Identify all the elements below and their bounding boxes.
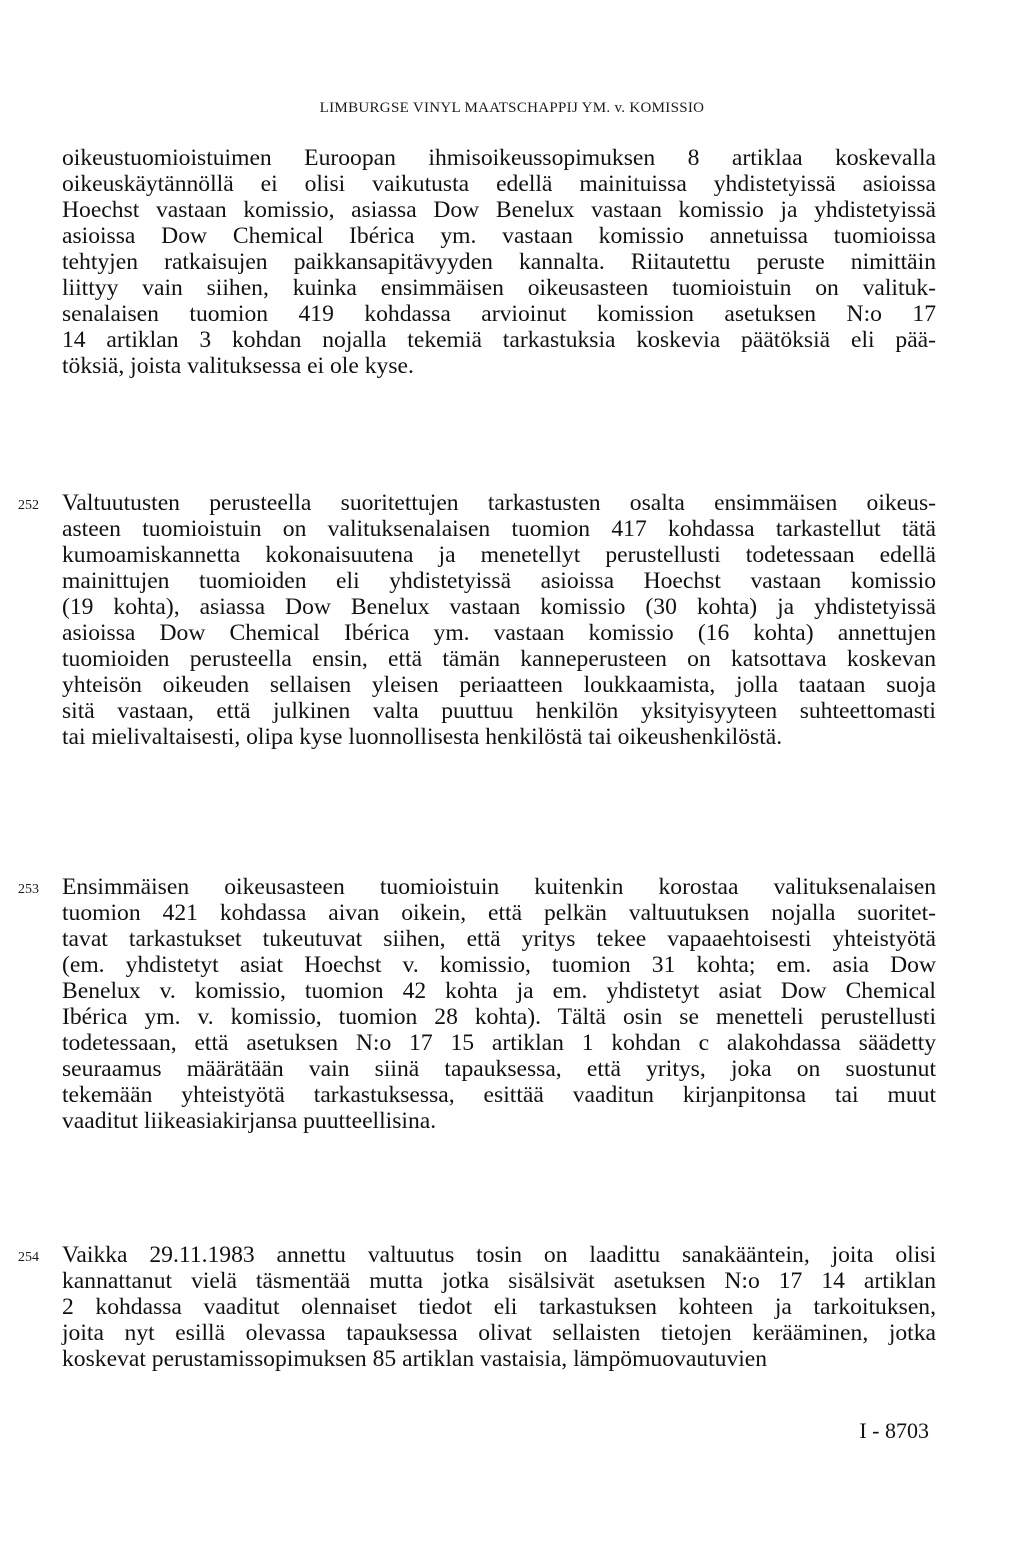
text-line: (em. yhdistetyt asiat Hoechst v. komissio, tuomion 31 kohta; em. asia Dow <box>62 952 936 978</box>
paragraph-254 <box>62 1242 936 1372</box>
text-line: tuomion 421 kohdassa aivan oikein, että pelkän valtuutuksen nojalla suoritet- <box>62 900 936 926</box>
running-header: LIMBURGSE VINYL MAATSCHAPPIJ YM. v. KOMISSIO <box>319 100 705 116</box>
text-line: oikeustuomioistuimen Euroopan ihmisoikeussopimuksen 8 artiklaa koskevalla <box>62 145 936 171</box>
paragraph-253 <box>62 874 936 1134</box>
text-line: Valtuutusten perusteella suoritettujen tarkastusten osalta ensimmäisen oikeus- <box>62 490 936 516</box>
text-line: Ensimmäisen oikeusasteen tuomioistuin kuitenkin korostaa valituksenalaisen <box>62 874 936 900</box>
paragraph-252 <box>62 490 936 750</box>
text-line: Ibérica ym. v. komissio, tuomion 28 kohta). Tältä osin se menetteli perustellusti <box>62 1004 936 1030</box>
text-line: asioissa Dow Chemical Ibérica ym. vastaan komissio annetuissa tuomioissa <box>62 223 936 249</box>
text-line: asioissa Dow Chemical Ibérica ym. vastaan komissio (16 kohta) annettujen <box>62 620 936 646</box>
text-line: seuraamus määrätään vain siinä tapauksessa, että yritys, joka on suostunut <box>62 1056 936 1082</box>
text-line: tavat tarkastukset tukeutuvat siihen, että yritys tekee vapaaehtoisesti yhteistyötä <box>62 926 936 952</box>
text-line: joita nyt esillä olevassa tapauksessa olivat sellaisten tietojen kerääminen, jotka <box>62 1320 936 1346</box>
text-line: sitä vastaan, että julkinen valta puuttuu henkilön yksityisyyteen suhteettomasti <box>62 698 936 724</box>
text-line: töksiä, joista valituksessa ei ole kyse. <box>62 353 414 379</box>
text-line: (19 kohta), asiassa Dow Benelux vastaan komissio (30 kohta) ja yhdistetyissä <box>62 594 936 620</box>
text-line: Vaikka 29.11.1983 annettu valtuutus tosin on laadittu sanakääntein, joita olisi <box>62 1242 936 1268</box>
text-line: tai mielivaltaisesti, olipa kyse luonnollisesta henkilöstä tai oikeushenkilöstä. <box>62 724 783 750</box>
page-number: I - 8703 <box>859 1418 929 1443</box>
text-line: kumoamiskannetta kokonaisuutena ja menetellyt perustellusti todetessaan edellä <box>62 542 936 568</box>
text-line: liittyy vain siihen, kuinka ensimmäisen oikeusasteen tuomioistuin on valituk- <box>62 275 936 301</box>
text-line: tuomioiden perusteella ensin, että tämän kanneperusteen on katsottava koskevan <box>62 646 936 672</box>
text-line: yhteisön oikeuden sellaisen yleisen periaatteen loukkaamista, jolla taataan suoja <box>62 672 936 698</box>
text-line: Hoechst vastaan komissio, asiassa Dow Benelux vastaan komissio ja yhdistetyissä <box>62 197 936 223</box>
paragraph-number-252: 252 <box>18 498 39 513</box>
text-line: 2 kohdassa vaaditut olennaiset tiedot eli tarkastuksen kohteen ja tarkoituksen, <box>62 1294 936 1320</box>
text-line: vaaditut liikeasiakirjansa puutteellisina. <box>62 1108 437 1134</box>
text-line: tehtyjen ratkaisujen paikkansapitävyyden kannalta. Riitautettu peruste nimittäin <box>62 249 936 275</box>
text-line: kannattanut vielä täsmentää mutta jotka sisälsivät asetuksen N:o 17 14 artiklan <box>62 1268 936 1294</box>
text-line: mainittujen tuomioiden eli yhdistetyissä asioissa Hoechst vastaan komissio <box>62 568 936 594</box>
paragraph-number-253: 253 <box>18 882 39 897</box>
text-line: Benelux v. komissio, tuomion 42 kohta ja em. yhdistetyt asiat Dow Chemical <box>62 978 936 1004</box>
text-line: oikeuskäytännöllä ei olisi vaikutusta edellä mainituissa yhdistetyissä asioissa <box>62 171 936 197</box>
text-line: asteen tuomioistuin on valituksenalaisen tuomion 417 kohdassa tarkastellut tätä <box>62 516 936 542</box>
text-line: tekemään yhteistyötä tarkastuksessa, esittää vaaditun kirjanpitonsa tai muut <box>62 1082 936 1108</box>
paragraph-number-254: 254 <box>18 1250 39 1265</box>
text-line: todetessaan, että asetuksen N:o 17 15 artiklan 1 kohdan c alakohdassa säädetty <box>62 1030 936 1056</box>
text-line: 14 artiklan 3 kohdan nojalla tekemiä tarkastuksia koskevia päätöksiä eli pää- <box>62 327 936 353</box>
text-line: koskevat perustamissopimuksen 85 artiklan vastaisia, lämpömuovautuvien <box>62 1346 768 1372</box>
text-line: senalaisen tuomion 419 kohdassa arvioinut komission asetuksen N:o 17 <box>62 301 936 327</box>
paragraph-continued <box>62 145 936 379</box>
